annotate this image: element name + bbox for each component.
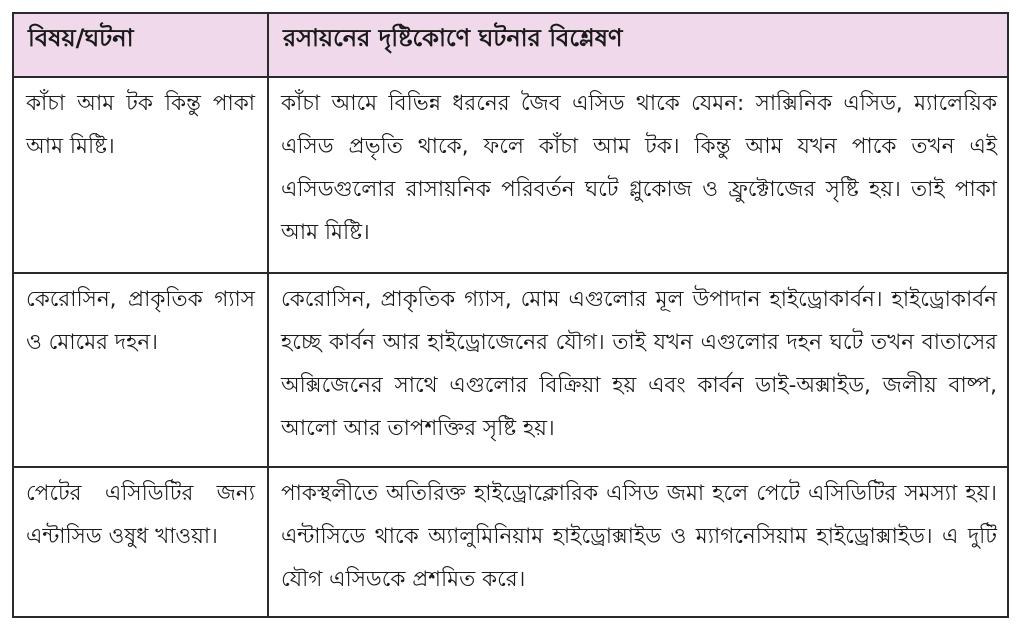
table-header [13,13,1008,77]
topic-cell: কেরোসিন, প্রাকৃতিক গ্যাস ও মোমের দহন। [13,273,268,467]
header-row [13,13,1008,77]
table-body [13,77,1008,617]
column-header-topic: বিষয়/ঘটনা [13,13,268,77]
chemistry-analysis-table [12,12,1009,618]
analysis-cell: কেরোসিন, প্রাকৃতিক গ্যাস, মোম এগুলোর মূল উপাদান হাইড্রোকার্বন। হাইড্রোকার্বন হচ্ছে কার্বন আর হাইড্রোজেনের যৌগ। তাই যখন এগুলোর দহন ঘটে তখন বাতাসের অক্সিজেনের সাথে এগুলোর বিক্রিয়া হয় এবং কার্বন ডাই-অক্সাইড, জলীয় বাষ্প, আলো আর তাপশক্তির সৃষ্টি হয়। [268,273,1008,467]
column-header-analysis: রসায়নের দৃষ্টিকোণে ঘটনার বিশ্লেষণ [268,13,1008,77]
analysis-cell: পাকস্থলীতে অতিরিক্ত হাইড্রোক্লোরিক এসিড জমা হলে পেটে এসিডিটির সমস্যা হয়। এন্টাসিডে থাকে অ্যালুমিনিয়াম হাইড্রোক্সাইড ও ম্যাগনেসিয়াম হাইড্রোক্সাইড। এ দুটি যৌগ এসিডকে প্রশমিত করে। [268,467,1008,617]
topic-cell: কাঁচা আম টক কিন্তু পাকা আম মিষ্টি। [13,77,268,273]
table-row [13,77,1008,273]
analysis-cell: কাঁচা আমে বিভিন্ন ধরনের জৈব এসিড থাকে যেমন: সাক্সিনিক এসিড, ম্যালেয়িক এসিড প্রভৃতি থাকে, ফলে কাঁচা আম টক। কিন্তু আম যখন পাকে তখন এই এসিডগুলোর রাসায়নিক পরিবর্তন ঘটে গ্লুকোজ ও ফ্রুক্টোজের সৃষ্টি হয়। তাই পাকা আম মিষ্টি। [268,77,1008,273]
topic-cell: পেটের এসিডিটির জন্য এন্টাসিড ওষুধ খাওয়া। [13,467,268,617]
table-row [13,273,1008,467]
table-row [13,467,1008,617]
